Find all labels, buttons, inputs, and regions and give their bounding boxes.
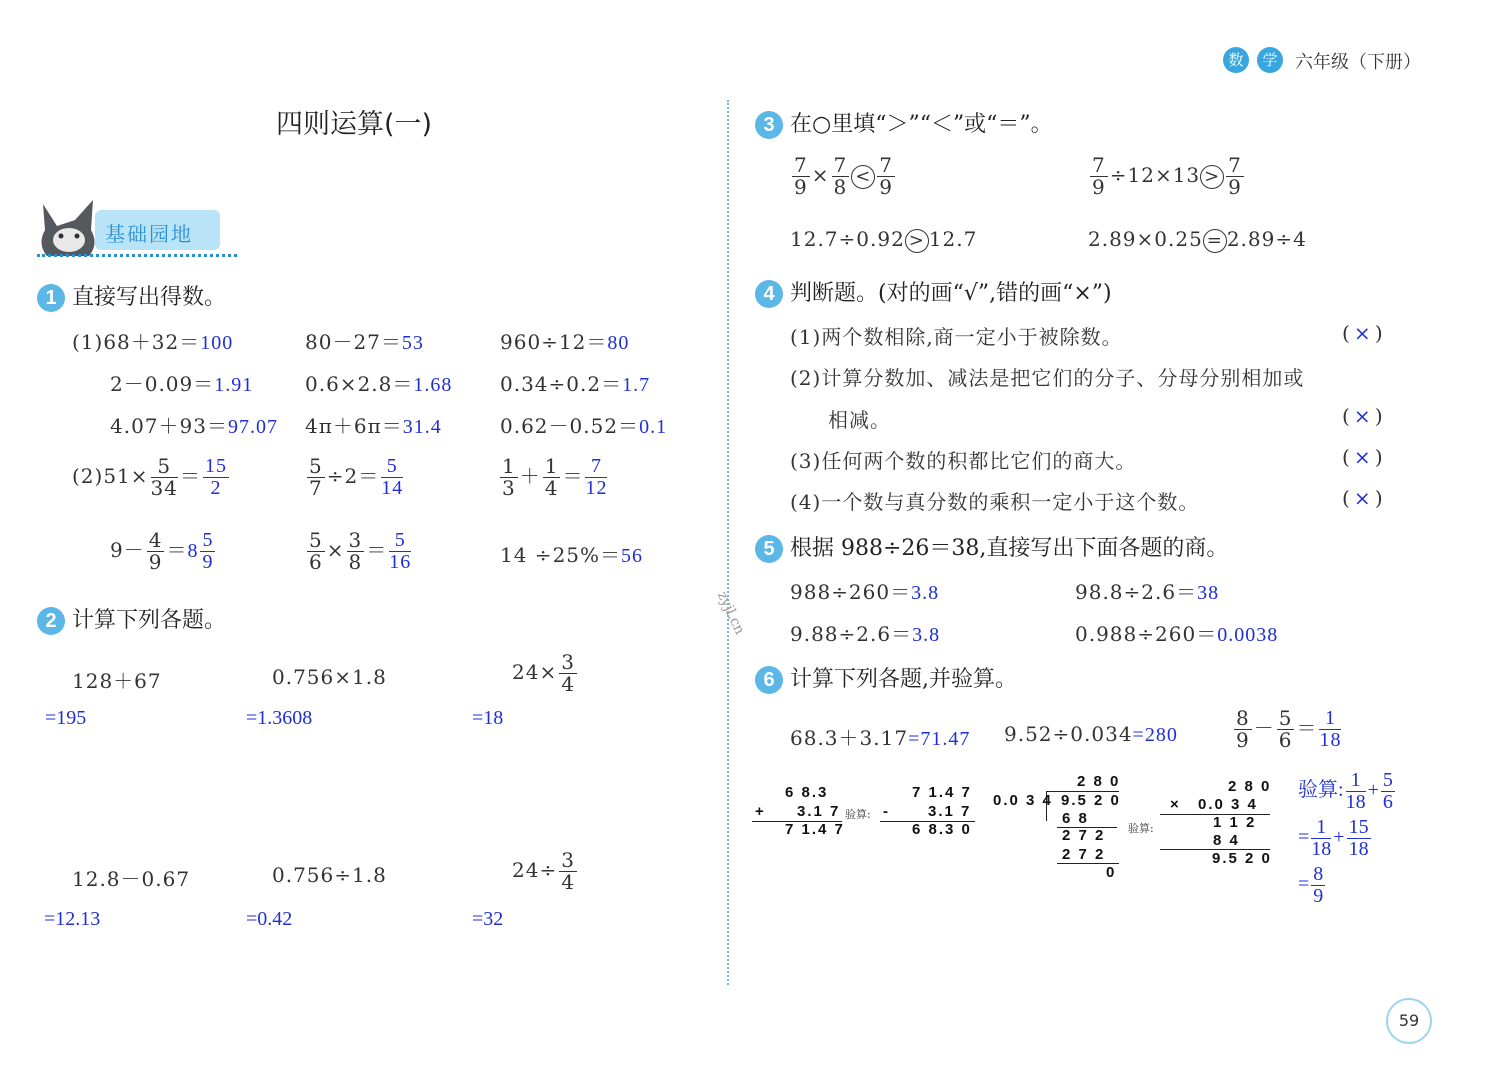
section-banner-label: 基础园地	[105, 222, 193, 246]
page-divider	[727, 100, 729, 985]
q3-number-badge: 3	[755, 111, 783, 139]
q2-problem2: 0.756×1.8	[272, 665, 387, 689]
compare-circle: <	[851, 165, 875, 189]
div-step1: 6 8	[1062, 810, 1089, 827]
watermark: zyjl.cn	[713, 589, 748, 637]
q3-compare4: 2.89×0.25 = 2.89÷4	[1088, 227, 1307, 251]
div-step3: 2 7 2	[1062, 846, 1106, 863]
fraction-verify-line1: 验算: $\frac{1}{18}$ + $\frac{5}{6}$	[1298, 769, 1393, 813]
fraction-verify-line2: = $\frac{1}{18}$ + $\frac{15}{18}$	[1298, 816, 1369, 860]
q2-answer3: =18	[472, 707, 504, 729]
q1-row3-item1: 4.07＋93＝97.07	[110, 414, 278, 438]
subject-badge-2: 学	[1257, 47, 1283, 73]
q3-title: 在○里填“＞”“＜”或“＝”。	[790, 112, 1053, 137]
q6-problem1: 68.3＋3.17=71.47	[790, 726, 971, 750]
q1-frac1: (2)51× $\frac{5}{34}$ ＝ $\frac{15}{2}$	[72, 454, 227, 500]
mul-line2: 0.0 3 4	[1198, 796, 1258, 813]
q5-heading	[755, 531, 1228, 563]
div-remainder: 0	[1106, 864, 1117, 881]
mul-line1: 2 8 0	[1228, 778, 1272, 795]
sub-result: 6 8.3 0	[912, 821, 972, 838]
fraction-verify-line3: = $\frac{8}{9}$	[1298, 863, 1324, 907]
div-step2: 2 7 2	[1062, 827, 1106, 844]
sub-operator: -	[883, 803, 890, 820]
q3-heading	[755, 107, 1053, 139]
q4-item4: (4)一个数与真分数的乘积一定小于这个数。	[790, 490, 1200, 514]
sub-line2: 3.1 7	[928, 803, 972, 820]
q4-heading	[755, 276, 1112, 308]
q4-item3: (3)任何两个数的积都比它们的商大。	[790, 449, 1137, 473]
add-line1: 6 8.3	[785, 784, 829, 801]
q2-problem3: 24× $\frac{3}{4}$	[512, 650, 575, 696]
grade-label: 六年级（下册）	[1295, 52, 1421, 73]
q5-title: 根据 988÷26＝38,直接写出下面各题的商。	[790, 536, 1229, 561]
check-label-2: 验算:	[1128, 822, 1154, 835]
q4-item1: (1)两个数相除,商一定小于被除数。	[790, 325, 1123, 349]
q1-title: 直接写出得数。	[72, 285, 227, 310]
q4-item2-cont: 相减。	[828, 408, 891, 432]
q4-answer3: ( × )	[1342, 445, 1384, 469]
q2-answer5: =0.42	[246, 908, 293, 930]
q6-title: 计算下列各题,并验算。	[790, 667, 1017, 692]
q1-row2-item3: 0.34÷0.2＝1.7	[500, 372, 651, 396]
q6-problem3: $\frac{8}{9}$ － $\frac{5}{6}$ ＝ $\frac{1}{18}$	[1236, 706, 1342, 752]
q3-compare3: 12.7÷0.92 > 12.7	[790, 227, 978, 251]
page-title: 四则运算(一)	[276, 109, 433, 140]
q2-answer2: =1.3608	[246, 707, 313, 729]
q6-problem2: 9.52÷0.034=280	[1004, 722, 1178, 746]
compare-circle: =	[1203, 229, 1227, 253]
q5-item1: 988÷260＝3.8	[790, 580, 940, 604]
page-number: 59	[1386, 998, 1432, 1044]
q3-compare1: $\frac{7}{9}$ × $\frac{7}{8}$ < $\frac{7}{9}$	[794, 153, 893, 199]
q2-problem1: 128＋67	[72, 669, 162, 693]
q1-row3-item2: 4π＋6π＝31.4	[305, 414, 442, 438]
div-dividend: 9.5 2 0	[1061, 792, 1121, 809]
q3-compare2: $\frac{7}{9}$ ÷12×13 > $\frac{7}{9}$	[1092, 153, 1242, 199]
q2-number-badge: 2	[37, 607, 65, 635]
add-operator: +	[755, 803, 766, 820]
check-label: 验算:	[845, 808, 871, 821]
compare-circle: >	[905, 229, 929, 253]
div-quotient: 2 8 0	[1077, 773, 1121, 790]
q2-title: 计算下列各题。	[72, 608, 227, 633]
q4-answer2: ( × )	[1342, 404, 1384, 428]
q4-answer4: ( × )	[1342, 486, 1384, 510]
div-divisor: 0.0 3 4	[993, 792, 1053, 809]
q1-row3-item3: 0.62－0.52＝0.1	[500, 414, 668, 438]
q1-item-percent: 14 ÷25%＝56	[500, 543, 644, 567]
q2-heading	[37, 603, 226, 635]
q1-frac4: 9－ $\frac{4}{9}$ ＝8 $\frac{5}{9}$	[110, 528, 214, 574]
q1-frac3: $\frac{1}{3}$ ＋ $\frac{1}{4}$ ＝ $\frac{7}{12}$	[502, 454, 608, 500]
q5-item2: 98.8÷2.6＝38	[1075, 580, 1220, 604]
compare-circle: >	[1200, 165, 1224, 189]
q4-item2: (2)计算分数加、减法是把它们的分子、分母分别相加或	[790, 366, 1305, 390]
q1-frac5: $\frac{5}{6}$ × $\frac{3}{8}$ ＝ $\frac{5}{16}$	[309, 528, 412, 574]
q6-heading	[755, 662, 1017, 694]
add-result: 7 1.4 7	[785, 821, 845, 838]
q4-number-badge: 4	[755, 280, 783, 308]
q2-answer4: =12.13	[44, 908, 101, 930]
mul-partial2: 8 4	[1213, 832, 1240, 849]
mul-partial1: 1 1 2	[1213, 814, 1257, 831]
q2-problem4: 12.8－0.67	[72, 867, 191, 891]
q1-frac2: $\frac{5}{7}$ ÷2＝ $\frac{5}{14}$	[309, 454, 404, 500]
q2-problem5: 0.756÷1.8	[272, 863, 387, 887]
q6-number-badge: 6	[755, 666, 783, 694]
q5-number-badge: 5	[755, 535, 783, 563]
q1-row1-item3: 960÷12＝80	[500, 330, 630, 354]
mul-operator: ×	[1170, 796, 1181, 813]
mul-result: 9.5 2 0	[1212, 850, 1272, 867]
q1-row2-item1: 2－0.09＝1.91	[110, 372, 254, 396]
q1-row2-item2: 0.6×2.8＝1.68	[305, 372, 453, 396]
q1-number-badge: 1	[37, 284, 65, 312]
subject-badge-1: 数	[1223, 47, 1249, 73]
q2-answer1: =195	[45, 707, 87, 729]
sub-line1: 7 1.4 7	[912, 784, 972, 801]
q1-heading	[37, 280, 226, 312]
q1-row1-item1: (1)68＋32＝100	[72, 330, 234, 354]
q5-item4: 0.988÷260＝0.0038	[1075, 622, 1279, 646]
q2-answer6: =32	[472, 908, 504, 930]
section-banner	[35, 196, 250, 262]
q1-row1-item2: 80－27＝53	[305, 330, 424, 354]
q4-title: 判断题。(对的画“√”,错的画“×”)	[790, 281, 1112, 306]
q5-item3: 9.88÷2.6＝3.8	[790, 622, 941, 646]
q2-problem6: 24÷ $\frac{3}{4}$	[512, 848, 575, 894]
add-line2: 3.1 7	[797, 803, 841, 820]
q4-answer1: ( × )	[1342, 321, 1384, 345]
